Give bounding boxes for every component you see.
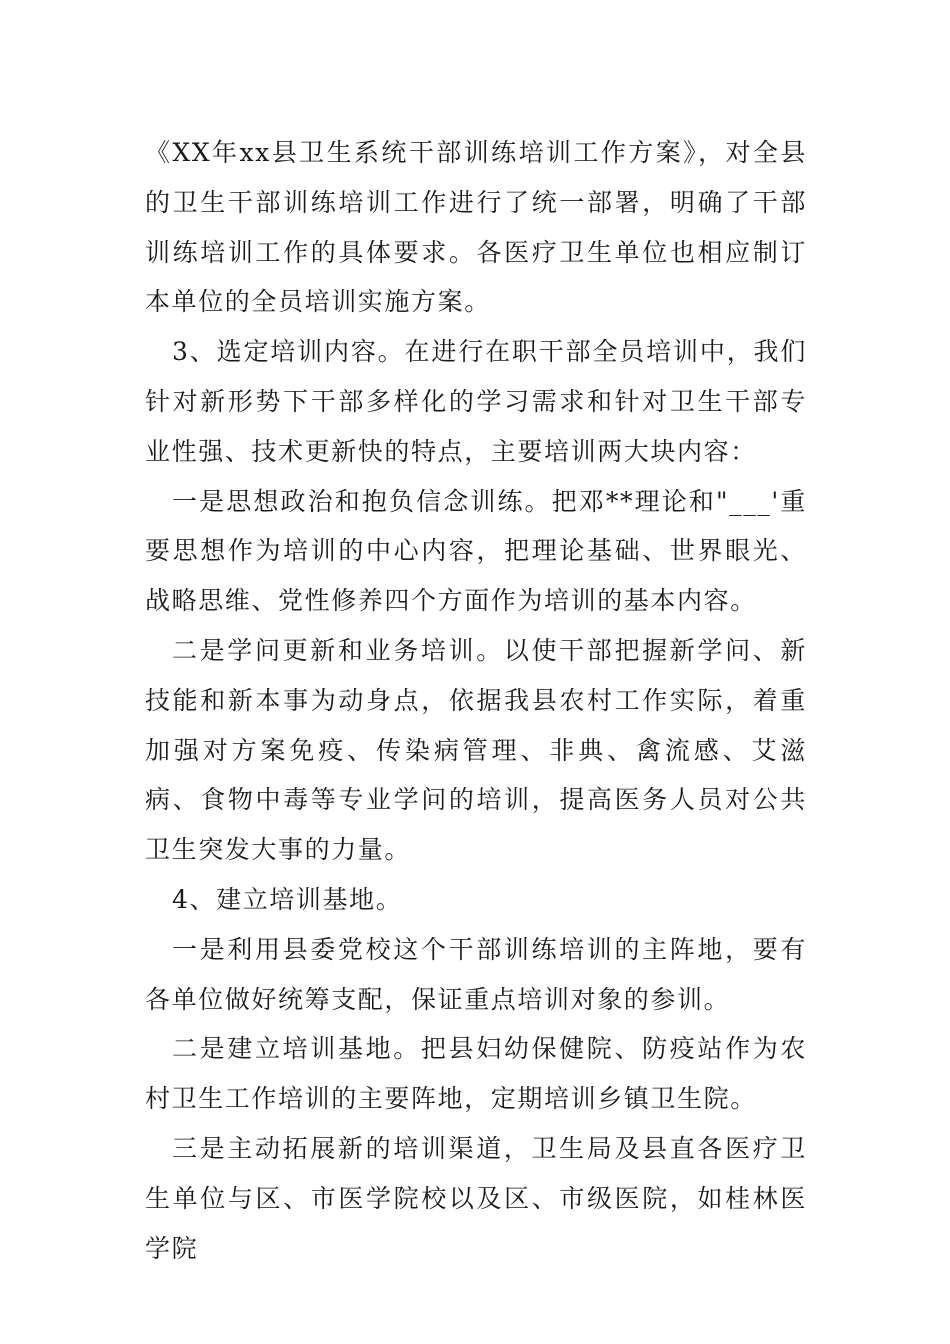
document-page [145, 128, 807, 1273]
paragraph-political-training: 一是思想政治和抱负信念训练。把邓**理论和"___'重要思想作为培训的中心内容，把理论基础、世界眼光、战略思维、党性修养四个方面作为培训的基本内容。 [145, 486, 807, 616]
paragraph-training-content: 3、选定培训内容。在进行在职干部全员培训中，我们针对新形势下干部多样化的学习需求和针对卫生干部专业性强、技术更新快的特点，主要培训两大块内容： [145, 337, 807, 466]
paragraph-new-channels: 三是主动拓展新的培训渠道，卫生局及县直各医疗卫生单位与区、市医学院校以及区、市级医院，如桂林医学院 [145, 1133, 807, 1263]
paragraph-party-school: 一是利用县委党校这个干部训练培训的主阵地，要有各单位做好统筹支配，保证重点培训对象的参训。 [145, 934, 807, 1014]
paragraph-knowledge-update: 二是学问更新和业务培训。以使干部把握新学问、新技能和新本事为动身点，依据我县农村工作实际，着重加强对方案免疫、传染病管理、非典、禽流感、艾滋病、食物中毒等专业学问的培训，提高医务人员对公共卫生突发大事的力量。 [145, 635, 807, 865]
paragraph-training-base-heading: 4、建立培训基地。 [172, 884, 403, 914]
paragraph-training-base: 二是建立培训基地。把县妇幼保健院、防疫站作为农村卫生工作培训的主要阵地，定期培训乡镇卫生院。 [145, 1034, 807, 1114]
paragraph-training-plan: 《XX年xx县卫生系统干部训练培训工作方案》，对全县的卫生干部训练培训工作进行了统一部署，明确了干部训练培训工作的具体要求。各医疗卫生单位也相应制订本单位的全员培训实施方案。 [145, 138, 807, 317]
